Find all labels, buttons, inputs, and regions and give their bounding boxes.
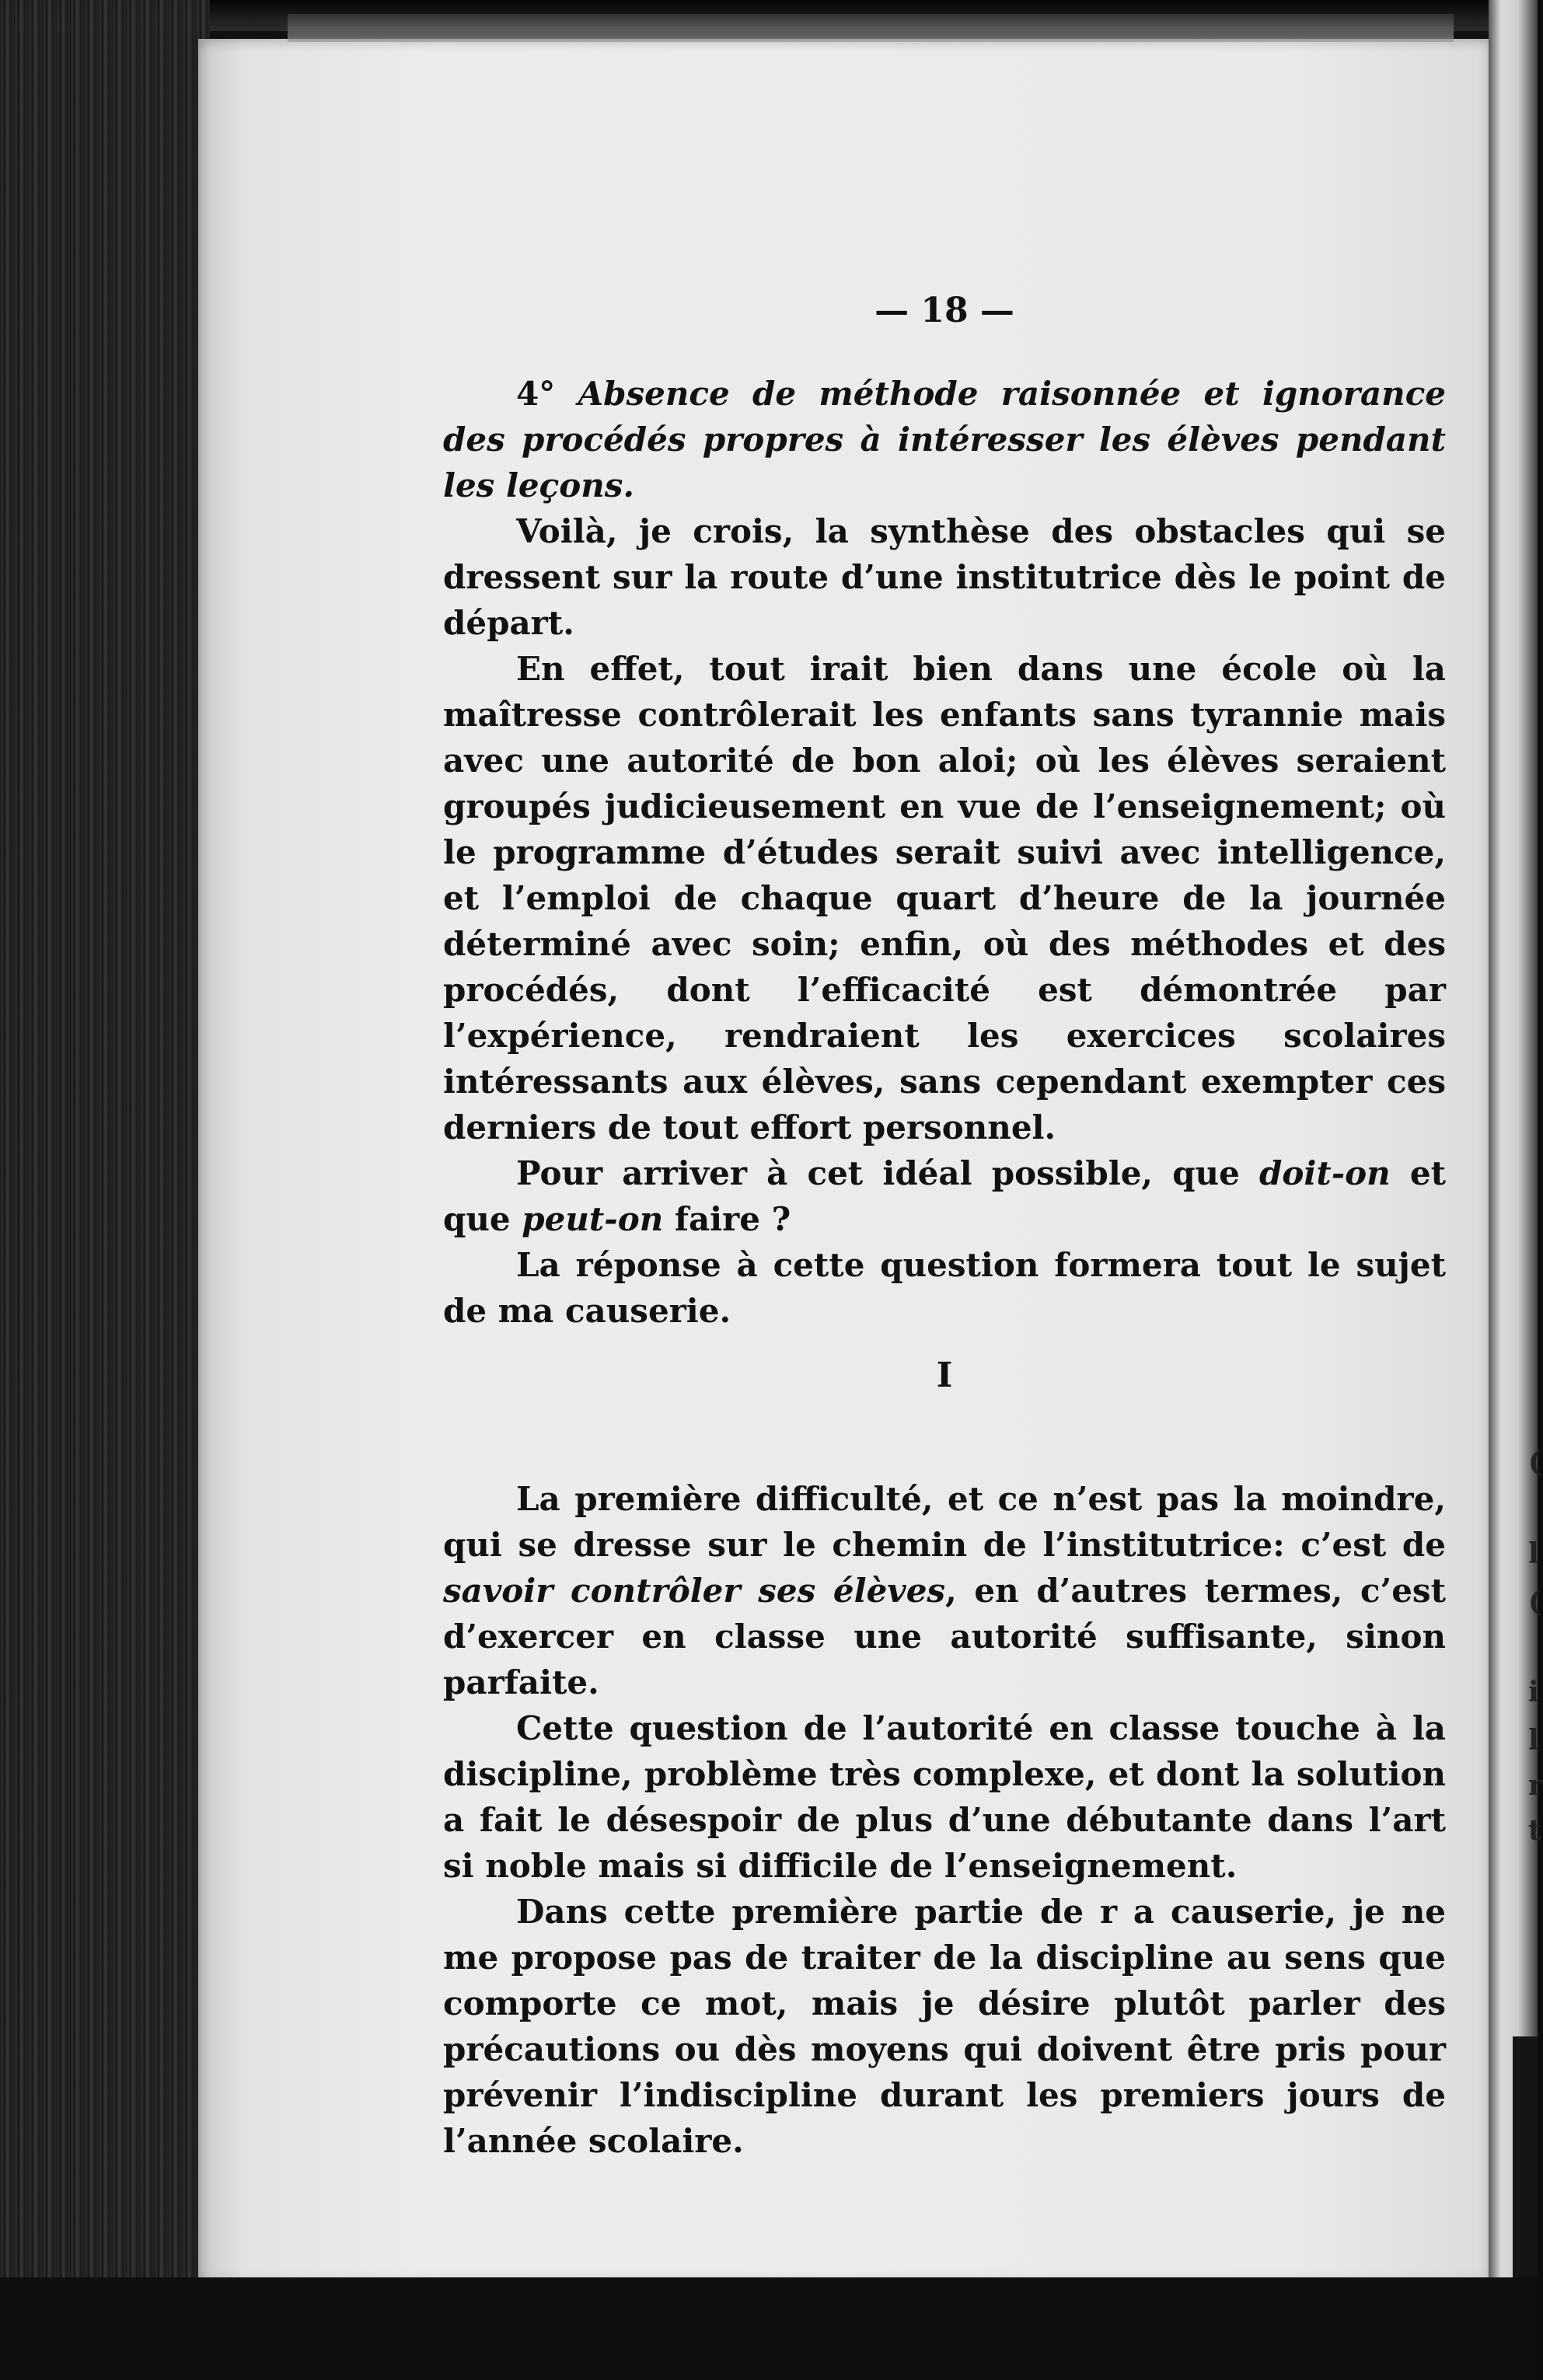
text-run: faire ? [663, 1200, 791, 1238]
page-number: — 18 — [874, 291, 1014, 330]
gutter-mark: i [1528, 1676, 1539, 1708]
emphasis-savoir-controler: savoir contrôler ses élèves [443, 1572, 946, 1610]
page-text-block [443, 288, 1446, 2164]
gutter-mark: t [1528, 1814, 1541, 1847]
gutter-mark: ( [1528, 1586, 1542, 1618]
gutter-mark: l [1528, 1724, 1539, 1757]
text-run: La première difficulté, et ce n’est pas la moindre, qui se dresse sur le chemin de l’institutrice: c’est de [443, 1480, 1446, 1564]
book-spine-edge [0, 0, 210, 2380]
text-run: et que [443, 1154, 1446, 1238]
paragraph-first-difficulty [443, 1476, 1446, 1705]
gutter-mark: ( [1528, 1446, 1542, 1478]
list-item-4 [443, 371, 1446, 508]
facing-page-edge [1489, 0, 1538, 2380]
text-run: Pour arriver à cet idéal possible, que [516, 1154, 1259, 1192]
emphasis-doit-on: doit-on [1258, 1154, 1391, 1192]
list-item-number: 4° [516, 375, 556, 413]
bottom-scan-edge [0, 2277, 1538, 2380]
text-run: , en d’autres termes, c’est d’exercer en classe une autorité suffisante, sinon parfaite. [443, 1572, 1446, 1701]
section-heading: I [936, 1356, 953, 1395]
list-item-text: Absence de méthode raisonnée et ignorance des procédés propres à intéresser les élèves pendant les leçons. [443, 375, 1446, 504]
paragraph-answer: La réponse à cette question formera tout le sujet de ma causerie. [443, 1246, 1446, 1330]
paragraph-precautions: Dans cette première partie de r a causerie, je ne me propose pas de traiter de la discipline au sens que comporte ce mot, mais je désire plutôt parler des précautions ou dès moyens qui doivent être pris pour prévenir l’indiscipline durant les premiers jours de l’année scolaire. [443, 1893, 1446, 2160]
paragraph-question [443, 1150, 1446, 1242]
gutter-mark: l [1528, 1537, 1539, 1570]
paragraph-ideal-school: En effet, tout irait bien dans une école où la maîtresse contrôlerait les enfants sans tyrannie mais avec une autorité de bon aloi; où les élèves seraient groupés judicieusement en vue de l’enseignement; où le programme d’études serait suivi avec intelligence, et l’emploi de chaque quart d’heure de la journée déterminé avec soin; enfin, où des méthodes et des procédés, dont l’efficacité est démontrée par l’expérience, rendraient les exercices scolaires intéressants aux élèves, sans cependant exempter ces derniers de tout effort personnel. [443, 650, 1446, 1146]
gutter-mark: r [1528, 1769, 1543, 1802]
top-page-shadow [288, 14, 1454, 42]
emphasis-peut-on: peut-on [522, 1200, 664, 1238]
paragraph-discipline: Cette question de l’autorité en classe touche à la discipline, problème très complexe, et dont la solution a fait le désespoir de plus d’une débutante dans l’art si noble mais si difficile de l’enseignement. [443, 1709, 1446, 1885]
paragraph-synthesis: Voilà, je crois, la synthèse des obstacles qui se dressent sur la route d’une institutrice dès le point de départ. [443, 512, 1446, 642]
